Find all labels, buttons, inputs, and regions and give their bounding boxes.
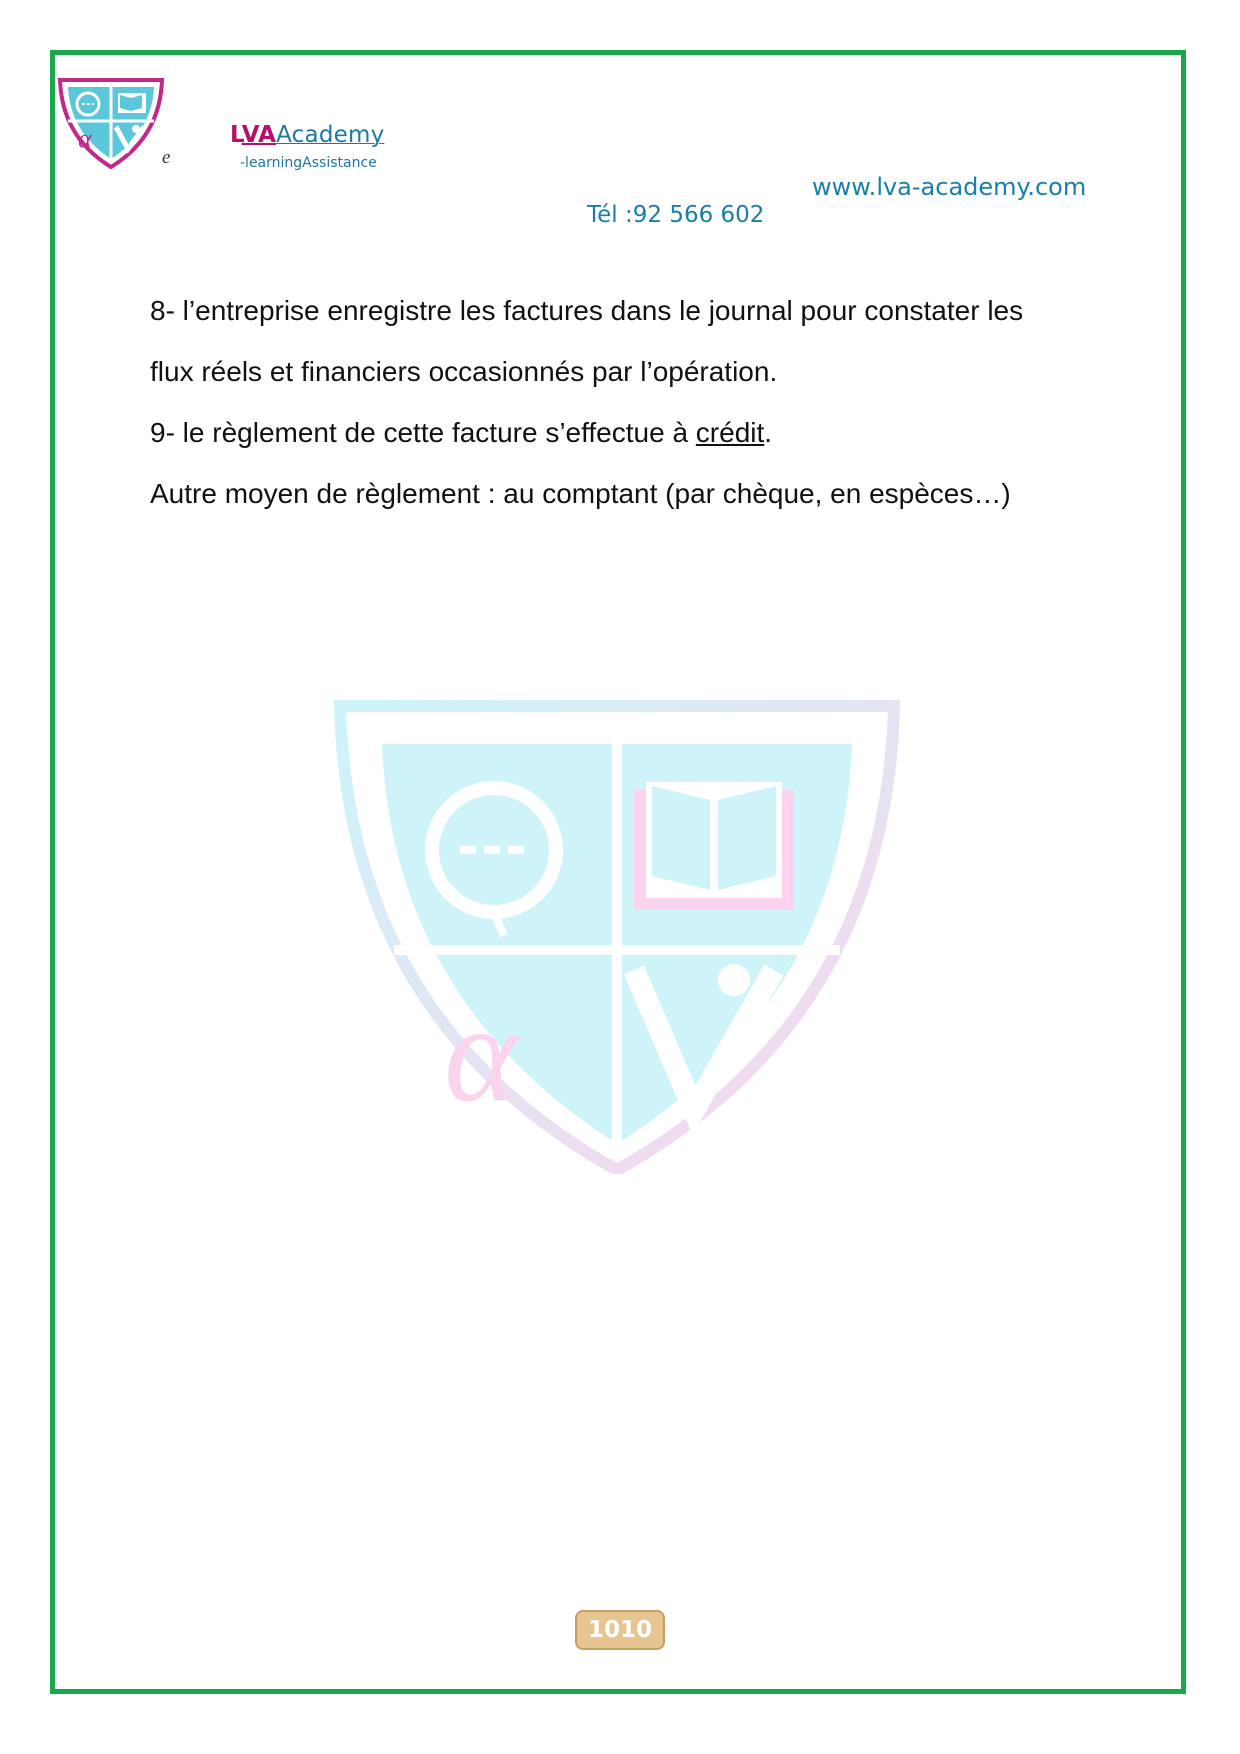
content-line-4: Autre moyen de règlement : au comptant (par chèque, en espèces…)	[150, 478, 1011, 509]
logo-e-letter: e	[162, 147, 171, 168]
content-line-1: 8- l’entreprise enregistre les factures dans le journal pour constater les	[150, 295, 1024, 326]
phone-number: Tél :92 566 602	[587, 202, 765, 228]
lva-academy-logo	[56, 77, 166, 169]
brand-name	[230, 122, 384, 148]
content-line-3	[150, 402, 1110, 463]
content-line-3-text: 9- le règlement de cette facture s’effectue à	[150, 417, 696, 448]
main-content	[150, 280, 1110, 524]
website-link[interactable]: www.lva-academy.com	[812, 173, 1087, 201]
page-number-badge: 1010	[575, 1610, 665, 1650]
brand-tagline: -learningAssistance	[240, 155, 377, 171]
credit-underlined: crédit	[695, 417, 765, 448]
content-line-2: flux réels et financiers occasionnés par l’opération.	[150, 356, 778, 387]
brand-academy: Academy	[276, 122, 385, 148]
brand-lva-l: L	[230, 122, 242, 148]
svg-text:α: α	[444, 976, 518, 1131]
svg-text:α: α	[78, 124, 92, 153]
brand-lva-va: VA	[241, 122, 277, 148]
content-line-3-end: .	[764, 417, 773, 448]
watermark-logo	[334, 700, 900, 1174]
